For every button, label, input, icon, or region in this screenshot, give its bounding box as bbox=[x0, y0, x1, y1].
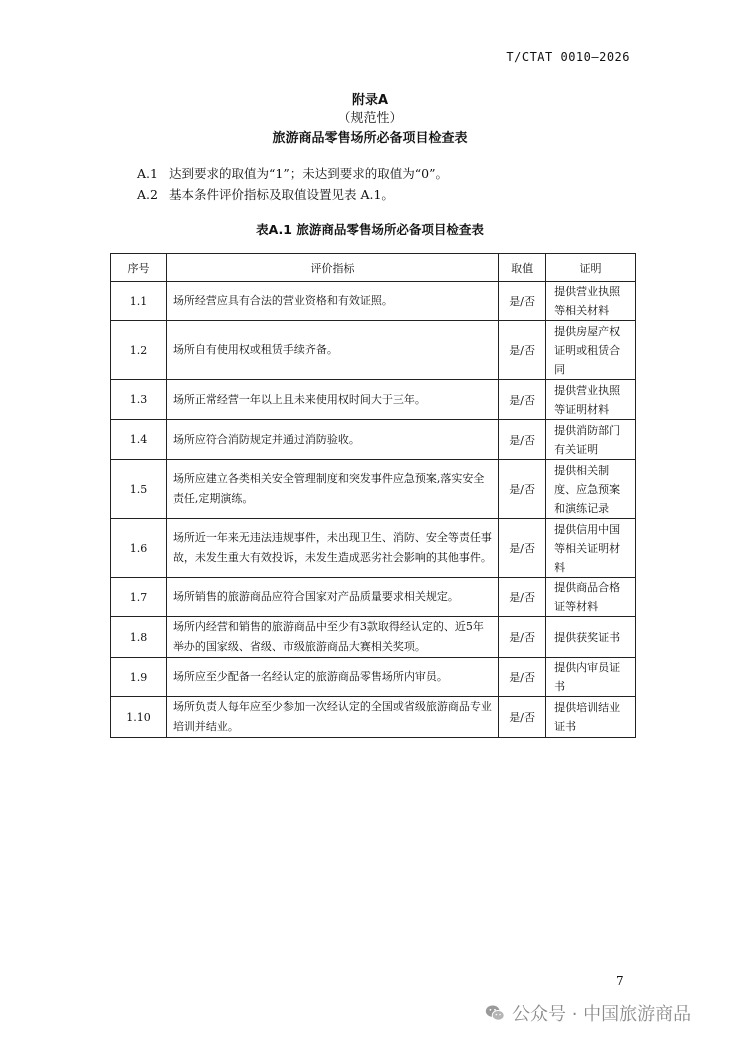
row-value: 是/否 bbox=[499, 420, 546, 460]
row-indicator: 场所销售的旅游商品应符合国家对产品质量要求相关规定。 bbox=[166, 578, 498, 617]
row-number: 1.5 bbox=[111, 460, 167, 519]
row-proof: 提供商品合格证等材料 bbox=[546, 578, 636, 617]
row-value: 是/否 bbox=[499, 380, 546, 420]
row-number: 1.7 bbox=[111, 578, 167, 617]
row-indicator: 场所近一年来无违法违规事件，未出现卫生、消防、安全等责任事故，未发生重大有效投诉，未发生造成恶劣社会影响的其他事件。 bbox=[166, 519, 498, 578]
standard-code: T/CTAT 0010—2026 bbox=[506, 50, 630, 64]
row-value: 是/否 bbox=[499, 519, 546, 578]
watermark bbox=[484, 1000, 691, 1026]
row-number: 1.9 bbox=[111, 658, 167, 697]
row-number: 1.1 bbox=[111, 282, 167, 321]
row-proof: 提供信用中国等相关证明材料 bbox=[546, 519, 636, 578]
header-proof: 证明 bbox=[546, 254, 636, 282]
header-no: 序号 bbox=[111, 254, 167, 282]
row-value: 是/否 bbox=[499, 321, 546, 380]
row-value: 是/否 bbox=[499, 617, 546, 658]
header-value: 取值 bbox=[499, 254, 546, 282]
watermark-text: 公众号 · 中国旅游商品 bbox=[512, 1004, 692, 1025]
table-row bbox=[111, 420, 636, 460]
row-indicator: 场所经营应具有合法的营业资格和有效证照。 bbox=[166, 282, 498, 321]
appendix-title: 附录A bbox=[351, 93, 389, 108]
row-number: 1.4 bbox=[111, 420, 167, 460]
row-indicator: 场所自有使用权或租赁手续齐备。 bbox=[166, 321, 498, 380]
row-value: 是/否 bbox=[499, 697, 546, 738]
paragraph-number: A.1 bbox=[137, 166, 158, 181]
row-indicator: 场所应符合消防规定并通过消防验收。 bbox=[166, 420, 498, 460]
row-proof: 提供培训结业证书 bbox=[546, 697, 636, 738]
appendix-subtitle: 旅游商品零售场所必备项目检查表 bbox=[272, 131, 468, 146]
table-row bbox=[111, 697, 636, 738]
page-number: 7 bbox=[616, 974, 624, 988]
row-number: 1.8 bbox=[111, 617, 167, 658]
table-row bbox=[111, 658, 636, 697]
paragraph-a1 bbox=[137, 164, 448, 182]
row-proof: 提供内审员证书 bbox=[546, 658, 636, 697]
table-caption: 表A.1 旅游商品零售场所必备项目检查表 bbox=[256, 222, 484, 237]
paragraph-a2 bbox=[137, 185, 394, 203]
row-proof: 提供相关制度、应急预案和演练记录 bbox=[546, 460, 636, 519]
row-value: 是/否 bbox=[499, 282, 546, 321]
row-value: 是/否 bbox=[499, 658, 546, 697]
row-proof: 提供营业执照等相关材料 bbox=[546, 282, 636, 321]
row-proof: 提供营业执照等证明材料 bbox=[546, 380, 636, 420]
row-value: 是/否 bbox=[499, 578, 546, 617]
paragraph-number: A.2 bbox=[137, 187, 158, 202]
row-proof: 提供房屋产权证明或租赁合同 bbox=[546, 321, 636, 380]
row-indicator: 场所内经营和销售的旅游商品中至少有3款取得经认定的、近5年举办的国家级、省级、市级旅游商品大赛相关奖项。 bbox=[166, 617, 498, 658]
table-row bbox=[111, 578, 636, 617]
table-row bbox=[111, 321, 636, 380]
row-number: 1.3 bbox=[111, 380, 167, 420]
row-indicator: 场所应建立各类相关安全管理制度和突发事件应急预案,落实安全责任,定期演练。 bbox=[166, 460, 498, 519]
row-proof: 提供消防部门有关证明 bbox=[546, 420, 636, 460]
row-indicator: 场所正常经营一年以上且未来使用权时间大于三年。 bbox=[166, 380, 498, 420]
row-number: 1.10 bbox=[111, 697, 167, 738]
row-indicator: 场所负责人每年应至少参加一次经认定的全国或省级旅游商品专业培训并结业。 bbox=[166, 697, 498, 738]
row-number: 1.2 bbox=[111, 321, 167, 380]
row-value: 是/否 bbox=[499, 460, 546, 519]
table-row bbox=[111, 460, 636, 519]
paragraph-text: 基本条件评价指标及取值设置见表 A.1。 bbox=[169, 187, 394, 202]
wechat-icon bbox=[484, 1002, 506, 1024]
row-proof: 提供获奖证书 bbox=[546, 617, 636, 658]
table-row bbox=[111, 617, 636, 658]
row-indicator: 场所应至少配备一名经认定的旅游商品零售场所内审员。 bbox=[166, 658, 498, 697]
table-row bbox=[111, 519, 636, 578]
table-header-row bbox=[111, 254, 636, 282]
table-row bbox=[111, 380, 636, 420]
table-row bbox=[111, 282, 636, 321]
header-indicator: 评价指标 bbox=[166, 254, 498, 282]
appendix-nature: （规范性） bbox=[337, 111, 403, 126]
paragraph-text: 达到要求的取值为“1”；未达到要求的取值为“0”。 bbox=[169, 166, 448, 181]
row-number: 1.6 bbox=[111, 519, 167, 578]
checklist-table bbox=[110, 253, 636, 738]
